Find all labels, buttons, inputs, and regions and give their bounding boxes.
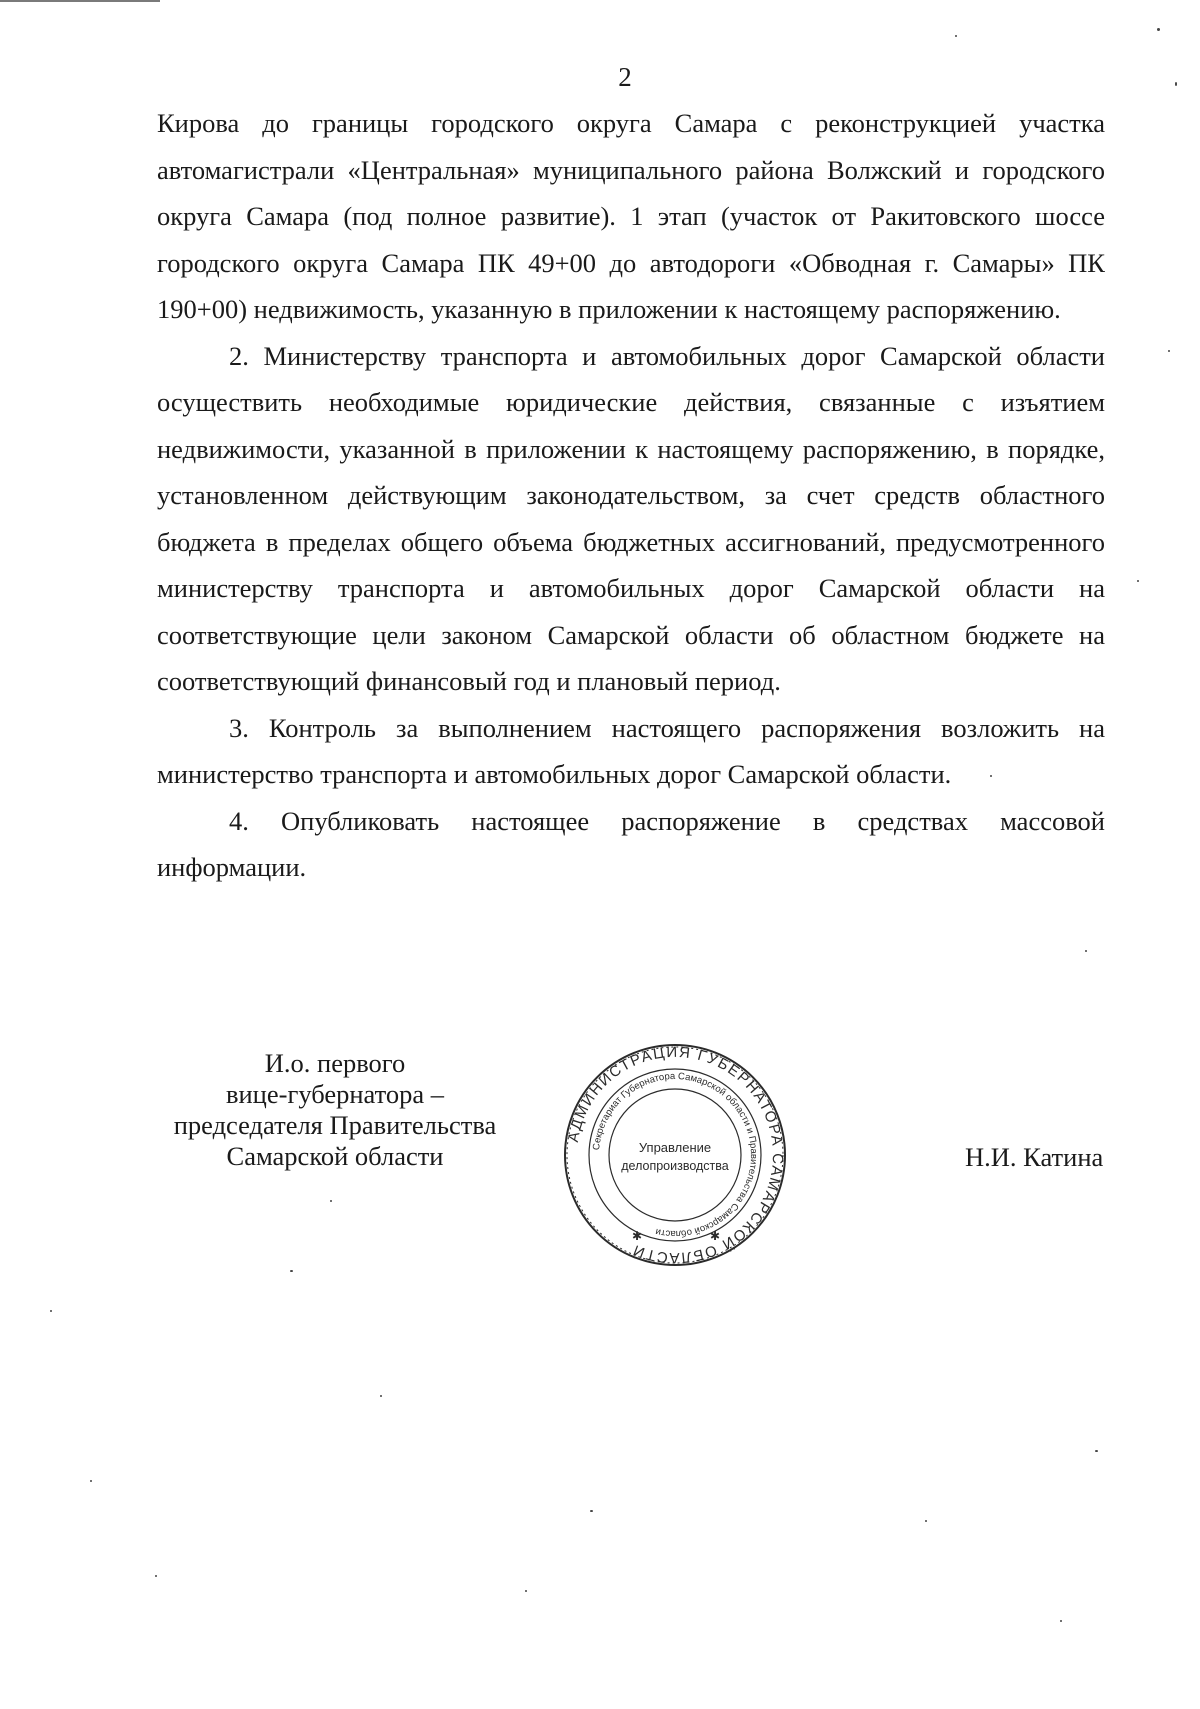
scan-speck [990, 775, 992, 777]
official-stamp [560, 1040, 790, 1270]
scan-speck [1095, 1450, 1098, 1452]
scan-edge-line [0, 0, 160, 2]
scan-speck [50, 1310, 52, 1312]
signer-name: Н.И. Катина [965, 1142, 1104, 1172]
scan-speck [955, 35, 957, 37]
stamp-inner-text: Секретариат Губернатора Самарской области и Правительства Самарской области [591, 1070, 760, 1240]
star-icon: ✱ [710, 1229, 721, 1243]
paragraph-continued: Кирова до границы городского округа Самара с реконструкцией участка автомагистрали «Центральная» муниципального района Волжский и городского округа Самара (под полное развитие). 1 этап (участок от Ракитовского шоссе городского округа Самара ПК 49+00 до автодороги «Обводная г. Самары» ПК 190+00) недвижимость, указанную в приложении к настоящему распоряжению. [157, 108, 1105, 324]
scan-speck [90, 1480, 92, 1482]
scan-speck [1168, 350, 1170, 352]
paragraph-item-3: 3. Контроль за выполнением настоящего распоряжения возложить на министерство транспорта и автомобильных дорог Самарской области. [157, 712, 1105, 789]
scan-speck [1085, 950, 1087, 952]
scan-speck [925, 1520, 927, 1522]
stamp-outer-text: АДМИНИСТРАЦИЯ ГУБЕРНАТОРА САМАРСКОЙ ОБЛАСТИ [564, 1043, 787, 1267]
scan-speck [290, 1270, 293, 1272]
paragraph-item-2: 2. Министерству транспорта и автомобильных дорог Самарской области осуществить необходимые юридические действия, связанные с изъятием недвижимости, указанной в приложении к настоящему распоряжению, в порядке, установленном действующим законодательством, за счет средств областного бюджета в пределах общего объема бюджетных ассигнований, предусмотренного министерству транспорта и автомобильных дорог Самарской области на соответствующие цели законом Самарской области об областном бюджете на соответствующий финансовый год и плановый период. [157, 340, 1105, 696]
stamp-center-line-2: делопроизводства [621, 1159, 729, 1173]
scan-speck [1175, 82, 1177, 86]
signatory-title [155, 1048, 515, 1172]
stamp-middle-ring [589, 1069, 761, 1241]
signatory-title-line: И.о. первого [264, 1048, 406, 1078]
scan-speck [330, 1200, 332, 1202]
scan-speck [590, 1510, 593, 1512]
paragraph-item-4: 4. Опубликовать настоящее распоряжение в средствах массовой информации. [157, 805, 1105, 882]
scan-speck [1137, 580, 1139, 582]
scan-speck [155, 1575, 157, 1577]
scan-speck [380, 1395, 382, 1397]
scan-speck [525, 1590, 527, 1592]
document-body [157, 100, 1105, 891]
signatory-title-line: председателя Правительства [173, 1110, 497, 1140]
signatory-title-line: Самарской области [226, 1141, 444, 1171]
stamp-inner-ring [609, 1089, 741, 1221]
signatory-title-line: вице-губернатора – [225, 1079, 444, 1109]
star-icon: ✱ [632, 1229, 643, 1243]
scan-speck [1060, 1620, 1062, 1622]
scan-speck [1157, 28, 1160, 31]
stamp-center-line-1: Управление [638, 1140, 712, 1155]
page-number: 2 [618, 62, 632, 92]
